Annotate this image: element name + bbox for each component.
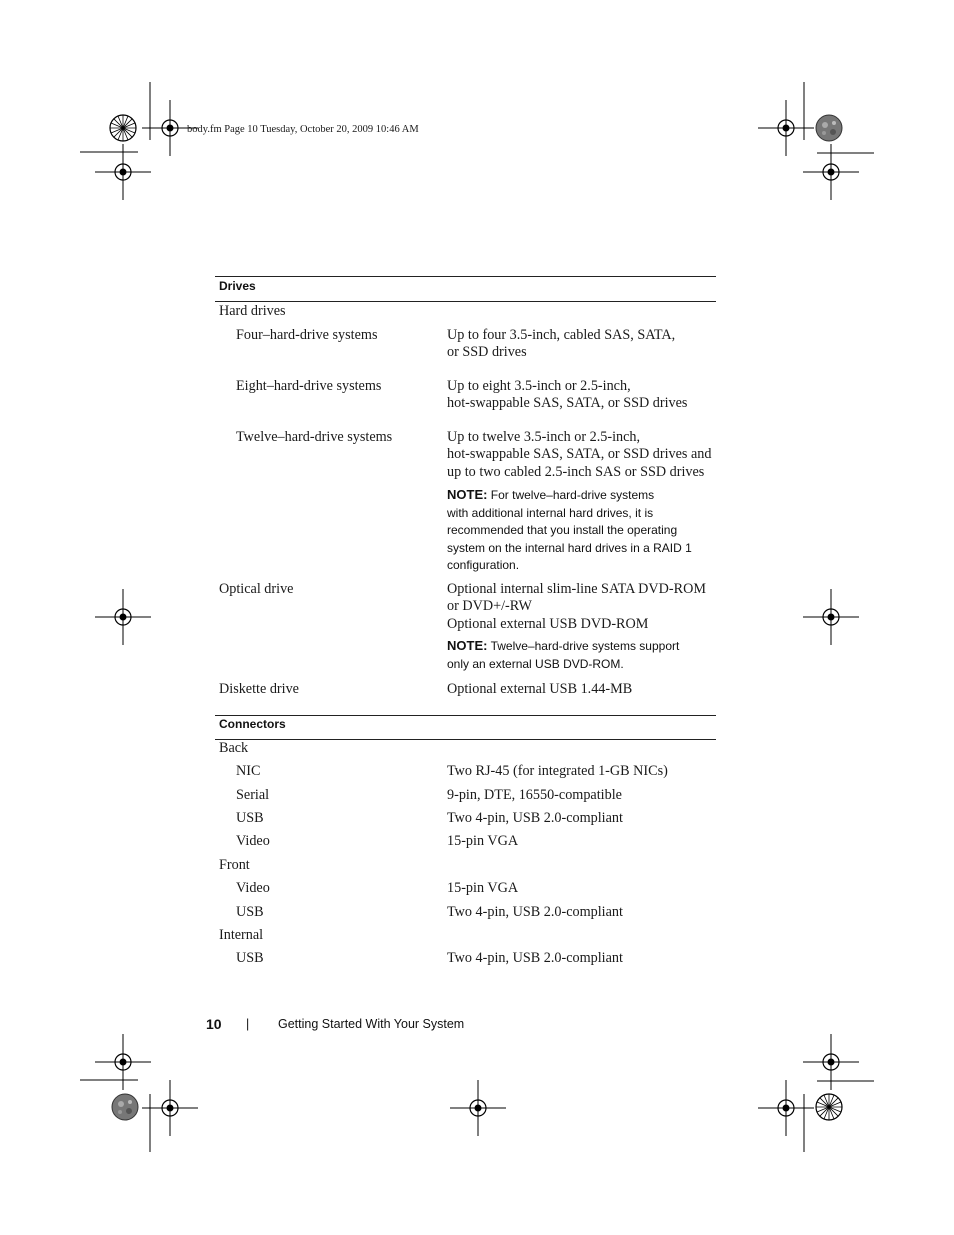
table-row-label: Serial [236,787,270,803]
diskette-drive-value: Optional external USB 1.44-MB [447,681,633,697]
twelve-drive-label: Twelve–hard-drive systems [236,429,393,445]
optical-drive-value: Optional internal slim-line SATA DVD-ROM or DVD+/-RW Optional external USB DVD-ROM [447,581,706,632]
table-row-value: 15-pin VGA [447,833,519,849]
section-rule-bottom [215,739,716,740]
diskette-drive-label: Diskette drive [219,681,299,697]
internal-group-label: Internal [219,927,264,943]
four-drive-label: Four–hard-drive systems [236,327,378,343]
table-row-value: Two RJ-45 (for integrated 1-GB NICs) [447,763,668,779]
twelve-drive-note: NOTE: For twelve–hard-drive systems with additional internal hard drives, it is recommended that you install the operating system on the internal hard drives in a RAID 1 configuration. [447,487,692,572]
table-row-label: USB [236,950,264,966]
table-row-value: Two 4-pin, USB 2.0-compliant [447,950,623,966]
back-group-label: Back [219,740,249,756]
table-row-value: Two 4-pin, USB 2.0-compliant [447,904,623,920]
table-row-value: Two 4-pin, USB 2.0-compliant [447,810,623,826]
eight-drive-value: Up to eight 3.5-inch or 2.5-inch, hot-swappable SAS, SATA, or SSD drives [447,378,688,412]
table-row-label: Video [236,880,270,896]
section-rule-top [215,276,716,277]
connectors-section-title: Connectors [219,717,286,731]
section-rule-top [215,715,716,716]
footer-separator: | [246,1017,250,1031]
optical-drive-note: NOTE: Twelve–hard-drive systems support only an external USB DVD-ROM. [447,638,680,671]
table-row-value: 15-pin VGA [447,880,519,896]
table-row-value: 9-pin, DTE, 16550-compatible [447,787,622,803]
table-row-label: NIC [236,763,261,779]
eight-drive-label: Eight–hard-drive systems [236,378,382,394]
front-group-label: Front [219,857,250,873]
print-header: body.fm Page 10 Tuesday, October 20, 2009 10:46 AM [187,124,419,135]
note-label: NOTE: [447,638,488,653]
note-label: NOTE: [447,487,488,502]
table-row-label: Video [236,833,270,849]
hard-drives-label: Hard drives [219,303,286,319]
table-row-label: USB [236,904,264,920]
twelve-drive-value: Up to twelve 3.5-inch or 2.5-inch, hot-swappable SAS, SATA, or SSD drives and up to two cabled 2.5-inch SAS or SSD drives [447,429,712,480]
drives-section-title: Drives [219,279,256,293]
table-row-label: USB [236,810,264,826]
four-drive-value: Up to four 3.5-inch, cabled SAS, SATA, or SSD drives [447,327,676,361]
optical-drive-label: Optical drive [219,581,294,597]
section-rule-bottom [215,301,716,302]
footer-chapter-title: Getting Started With Your System [278,1017,465,1031]
page-number: 10 [206,1016,222,1032]
